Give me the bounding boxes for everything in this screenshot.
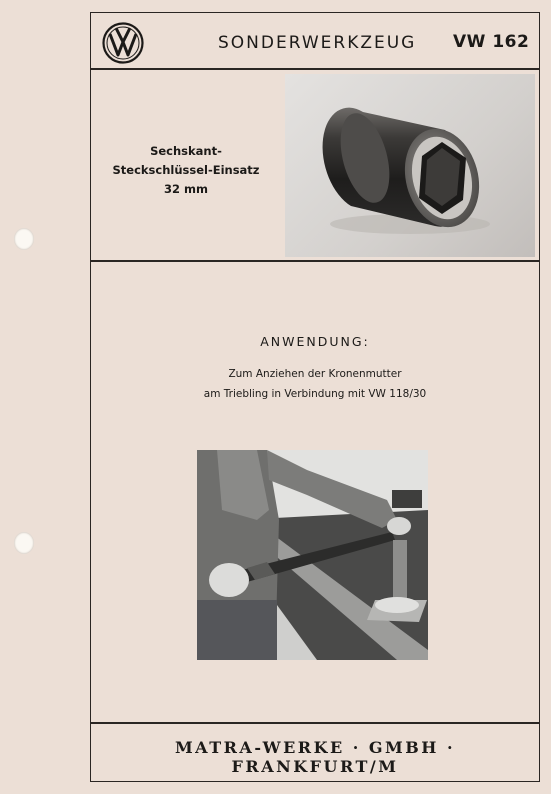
usage-heading: ANWENDUNG: [260, 334, 370, 349]
header-divider [90, 68, 540, 70]
header-title: SONDERWERKZEUG [218, 33, 417, 53]
tool-section-divider [90, 260, 540, 262]
tool-description-line: Steckschlüssel-Einsatz [112, 163, 260, 177]
workshop-photo-image [197, 450, 428, 660]
tool-description-line: 32 mm [164, 182, 208, 196]
punch-hole-bottom [14, 532, 34, 554]
tool-description-line: Sechskant- [150, 144, 222, 158]
manufacturer-footer: MATRA-WERKE · GMBH · FRANKFURT/M [174, 738, 456, 776]
usage-photo [197, 450, 428, 660]
footer-divider [90, 722, 540, 724]
usage-line: am Triebling in Verbindung mit VW 118/30 [203, 388, 427, 400]
socket-photo [285, 74, 535, 257]
usage-description [90, 364, 540, 404]
tool-number: VW 162 [453, 32, 530, 52]
vw-logo-icon [102, 22, 144, 64]
tool-description [96, 142, 276, 199]
punch-hole-top [14, 228, 34, 250]
usage-line: Zum Anziehen der Kronenmutter [228, 368, 402, 380]
hex-socket-image [285, 74, 535, 257]
